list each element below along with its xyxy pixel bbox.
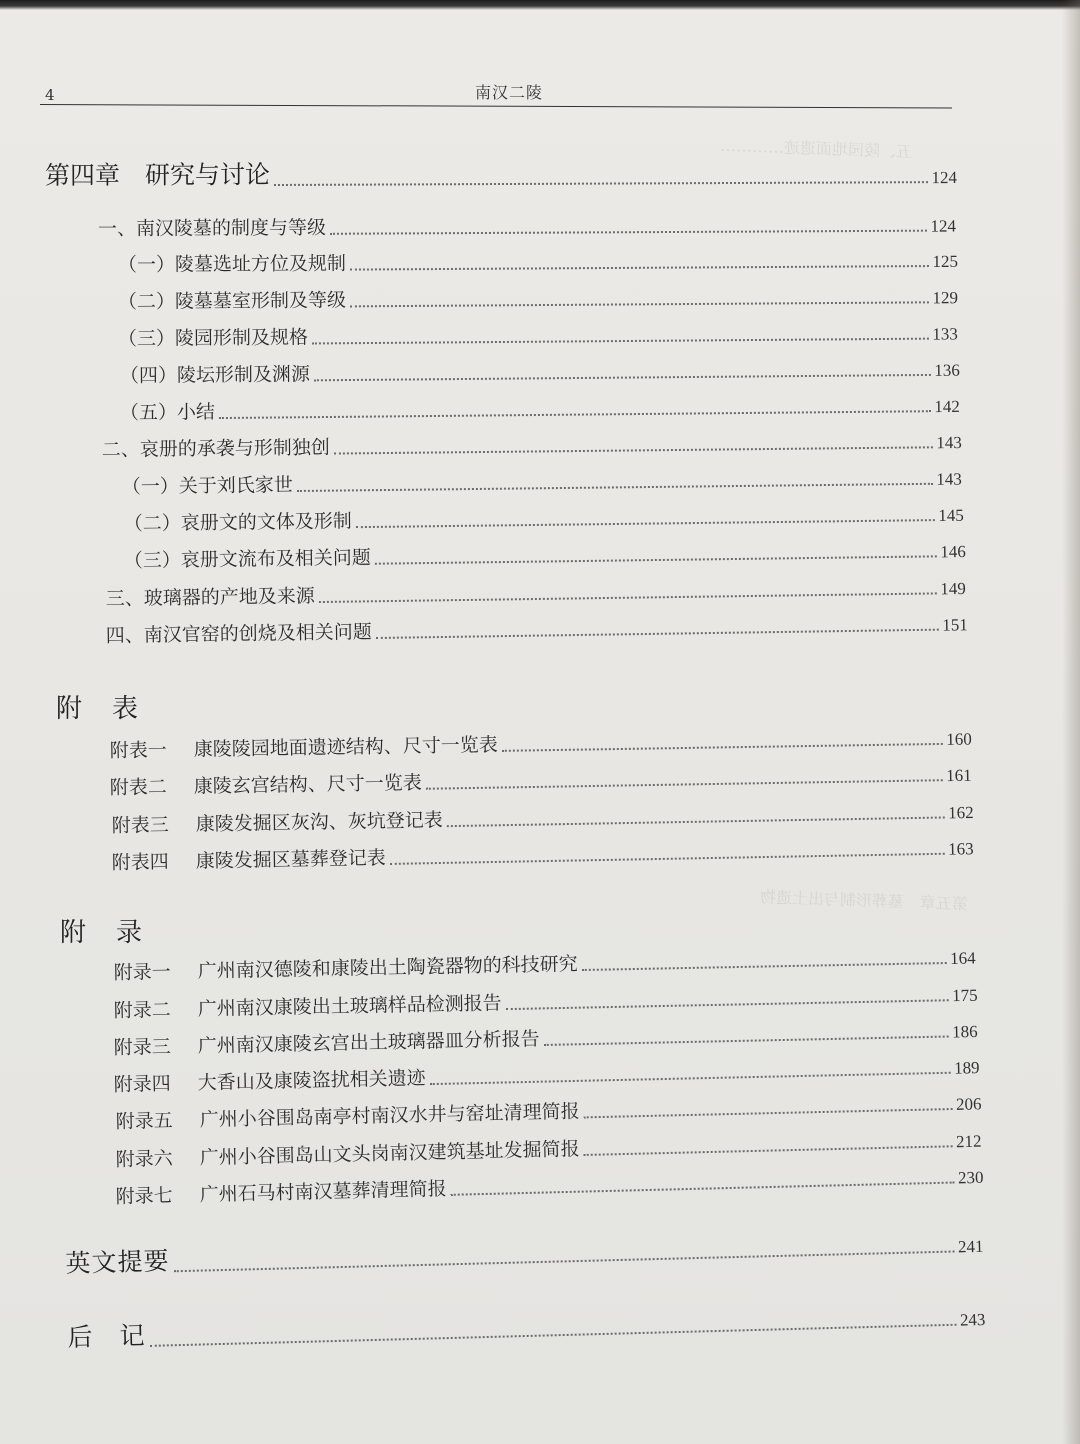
- entry-label: （一）关于刘氏家世: [121, 474, 293, 499]
- page-ref: 129: [932, 288, 958, 308]
- toc-entry: [102, 426, 962, 462]
- toc-entry: [124, 535, 966, 573]
- toc-english-abstract: [65, 1221, 984, 1280]
- entry-title: 广州小谷围岛山文头岗南汉建筑基址发掘简报: [199, 1138, 580, 1170]
- page-ref: 151: [942, 615, 968, 635]
- page-ref: 243: [959, 1309, 986, 1330]
- entry-label: （五）小结: [119, 401, 216, 425]
- entry-label: [113, 1024, 539, 1060]
- leader-dots: [350, 301, 928, 307]
- toc-entry: [110, 722, 972, 763]
- page-ref: 133: [932, 324, 958, 344]
- toc-chapter-4: [45, 152, 957, 192]
- leader-dots: [330, 230, 926, 235]
- toc-entry: [120, 390, 960, 425]
- page-number: 4: [45, 86, 55, 104]
- section-heading-appendix-tables: 附 表: [56, 694, 141, 724]
- leader-dots: [219, 410, 930, 419]
- toc-entry: [124, 499, 964, 536]
- entry-code: 附录三: [113, 1035, 171, 1060]
- entry-label: （一）陵墓选址方位及规制: [117, 252, 347, 277]
- entry-label: 三、玻璃器的产地及来源: [105, 585, 315, 611]
- leader-dots: [314, 374, 930, 381]
- section-heading-appendices: 附 录: [60, 918, 145, 948]
- entry-label: 一、南汉陵墓的制度与等级: [97, 216, 327, 241]
- leader-dots: [350, 265, 928, 271]
- entry-code: 附录七: [115, 1184, 173, 1209]
- entry-title: 康陵玄宫结构、尺寸一览表: [193, 771, 422, 798]
- entry-label: （二）哀册文的文体及形制: [123, 510, 352, 536]
- entry-title: 广州南汉德陵和康陵出土陶瓷器物的科技研究: [197, 953, 578, 983]
- entry-label: [112, 805, 443, 838]
- entry-title: 广州南汉康陵玄宫出土玻璃器皿分析报告: [197, 1028, 540, 1058]
- entry-label: [113, 988, 501, 1023]
- page-ref: 163: [947, 839, 974, 859]
- entry-label: （二）陵墓墓室形制及等级: [117, 289, 347, 314]
- leader-dots: [506, 999, 948, 1010]
- leader-dots: [319, 592, 936, 603]
- toc-entry: [122, 462, 962, 499]
- toc-entry: [113, 979, 977, 1023]
- toc-entry: [106, 572, 966, 611]
- page-ref: 145: [938, 505, 964, 526]
- toc-entry: [118, 281, 958, 314]
- page-ref: 189: [953, 1058, 980, 1078]
- entry-label: （四）陵坛形制及渊源: [119, 363, 310, 388]
- leader-dots: [584, 1108, 952, 1118]
- leader-dots: [150, 1324, 956, 1347]
- toc-entry: [118, 317, 958, 351]
- entry-label: [115, 1134, 580, 1172]
- entry-title: 康陵陵园地面遗迹结构、尺寸一览表: [193, 733, 498, 761]
- leader-dots: [334, 446, 932, 454]
- entry-title: 大香山及康陵盗扰相关遗迹: [197, 1067, 426, 1095]
- entry-title: 广州小谷围岛南亭村南汉水井与窑址清理简报: [199, 1100, 580, 1132]
- entry-label: 后 记: [67, 1320, 146, 1353]
- leader-dots: [502, 743, 942, 752]
- entry-label: 英文提要: [65, 1246, 170, 1279]
- entry-title: 康陵发掘区墓葬登记表: [195, 846, 386, 873]
- running-header-title: 南汉二陵: [475, 83, 544, 102]
- entry-title: 广州石马村南汉墓葬清理简报: [199, 1177, 447, 1206]
- leader-dots: [312, 338, 928, 345]
- toc-entry: [112, 796, 974, 838]
- page-ref: 136: [934, 360, 960, 380]
- entry-code: 附表一: [109, 739, 167, 763]
- entry-code: 附录一: [113, 960, 171, 985]
- toc-entry: [112, 832, 974, 875]
- toc-entry: [110, 759, 972, 800]
- leader-dots: [376, 629, 938, 639]
- entry-label: [110, 730, 498, 763]
- page-ref: 149: [940, 578, 966, 599]
- chapter-title: 第四章 研究与讨论: [44, 160, 271, 191]
- entry-label: 二、哀册的承袭与形制独创: [101, 436, 330, 462]
- page-ref: 146: [940, 541, 966, 562]
- page-ref: 241: [957, 1236, 984, 1257]
- leader-dots: [297, 483, 932, 492]
- entry-code: 附录六: [115, 1147, 173, 1172]
- entry-code: 附录二: [113, 998, 171, 1023]
- toc-entry: [113, 941, 975, 985]
- page-ref: 230: [957, 1167, 984, 1188]
- entry-label: [115, 1096, 580, 1134]
- entry-label: [112, 843, 386, 875]
- page-ref: 143: [936, 432, 962, 453]
- entry-code: 附表四: [111, 850, 169, 875]
- toc-entry: [98, 210, 956, 241]
- leader-dots: [375, 555, 936, 564]
- leader-dots: [447, 816, 944, 827]
- leader-dots: [356, 519, 934, 528]
- leader-dots: [426, 779, 942, 790]
- toc-entry: [106, 608, 968, 648]
- page-ref: 142: [934, 396, 960, 417]
- entry-title: 康陵发掘区灰沟、灰坑登记表: [195, 809, 443, 836]
- page-ref: 162: [948, 802, 974, 823]
- leader-dots: [544, 1036, 948, 1046]
- toc-entry: [120, 354, 960, 388]
- entry-code: 附表二: [109, 776, 167, 800]
- page-ref: 124: [930, 216, 956, 236]
- show-through-text: 第五章 墓葬形制与出土遗物: [759, 887, 969, 914]
- page-ref: 160: [946, 729, 972, 749]
- leader-dots: [174, 1251, 954, 1273]
- page-ref: 125: [932, 251, 958, 272]
- page-ref: 124: [931, 168, 957, 188]
- entry-label: [115, 1174, 447, 1209]
- page-ref: 161: [946, 765, 972, 786]
- entry-code: 附表三: [111, 814, 169, 838]
- toc-postscript: [67, 1294, 986, 1354]
- header-rule: [40, 104, 952, 109]
- page-ref: 186: [951, 1021, 978, 1042]
- entry-label: [113, 949, 577, 985]
- page-ref: 206: [955, 1094, 982, 1114]
- page-ref: 212: [955, 1131, 982, 1152]
- book-page: [0, 8, 1062, 1444]
- leader-dots: [584, 1145, 952, 1156]
- entry-label: （三）陵园形制及规格: [117, 326, 309, 351]
- leader-dots: [451, 1182, 954, 1196]
- leader-dots: [390, 853, 944, 865]
- leader-dots: [274, 181, 927, 186]
- page-ref: 143: [936, 469, 962, 489]
- show-through-text: 五、陵园地面遗迹…………: [719, 135, 913, 162]
- page-ref: 175: [951, 985, 978, 1006]
- leader-dots: [582, 962, 946, 971]
- entry-code: 附录五: [115, 1109, 173, 1134]
- page-ref: 164: [949, 948, 976, 968]
- entry-label: [110, 768, 422, 800]
- leader-dots: [430, 1072, 950, 1085]
- entry-code: 附录四: [113, 1072, 171, 1097]
- entry-label: 四、南汉官窑的创烧及相关问题: [105, 621, 372, 648]
- entry-title: 广州南汉康陵出土玻璃样品检测报告: [197, 992, 502, 1021]
- toc-entry: [118, 245, 958, 277]
- entry-label: [113, 1063, 426, 1097]
- entry-label: （三）哀册文流布及相关问题: [123, 546, 371, 573]
